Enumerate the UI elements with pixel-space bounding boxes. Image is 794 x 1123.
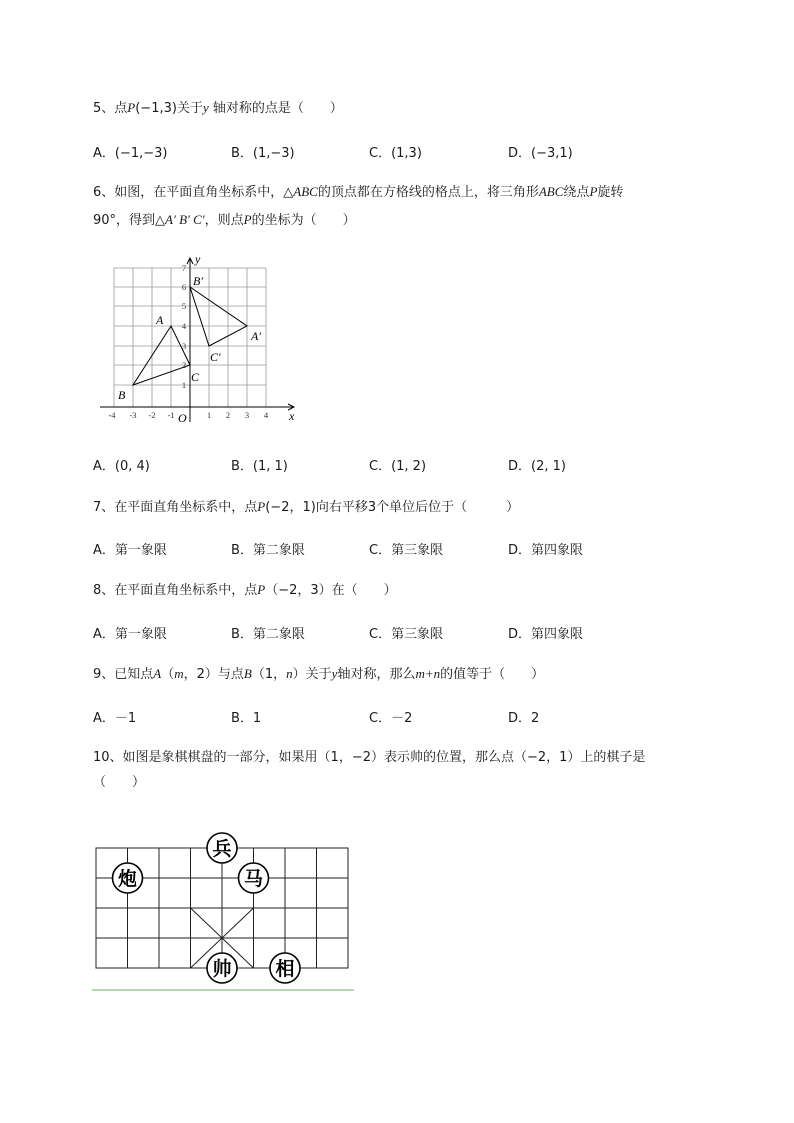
q8-option-b: B．第二象限 <box>231 627 305 642</box>
q6-text-b: 的顶点都在方格线的格点上，将三角形 <box>317 185 539 200</box>
piece-shuai <box>207 953 237 983</box>
question-5 <box>93 98 723 119</box>
piece-ma <box>239 863 269 893</box>
q5-point-p: P <box>127 100 136 115</box>
q6-abc-2: ABC <box>538 184 564 199</box>
q9-text-c: ，2）与点 <box>183 667 244 682</box>
q7-options <box>93 539 723 559</box>
q6-option-c: C．(1, 2) <box>369 459 427 474</box>
q5-suffix: 轴对称的点是（ ） <box>208 101 343 116</box>
x-tick: 4 <box>263 410 269 420</box>
q9-option-a: A．－1 <box>93 711 137 726</box>
q6-text-a: 6、如图，在平面直角坐标系中，△ <box>93 185 294 200</box>
y-tick: 6 <box>181 282 187 292</box>
x-tick: 1 <box>206 410 212 420</box>
q7-p: P <box>257 499 266 514</box>
label-a: A <box>156 313 164 327</box>
x-tick: -1 <box>167 410 175 420</box>
q9-y: y <box>331 666 338 681</box>
piece-pao-label: 炮 <box>117 869 138 890</box>
question-6-line-1 <box>93 182 723 203</box>
q9-n: n <box>286 666 293 681</box>
q9-text-f: 轴对称，那么 <box>337 667 416 682</box>
q6-text-e: 90°，得到△ <box>93 213 166 228</box>
piece-bing <box>207 833 237 863</box>
q6-primes: A′ B′ C′ <box>165 212 205 227</box>
q5-coords: (−1,3) <box>135 101 177 116</box>
q9-text-a: 9、已知点 <box>93 667 154 682</box>
question-8 <box>93 580 723 601</box>
question-9 <box>93 664 723 685</box>
q9-option-c: C．－2 <box>369 711 413 726</box>
q6-text-d: 旋转 <box>597 185 624 200</box>
q5-option-c: C．(1,3) <box>369 146 422 161</box>
q7-option-c: C．第三象限 <box>369 543 444 558</box>
q9-text-d: （1， <box>251 667 287 682</box>
q6-p: P <box>589 184 598 199</box>
q6-options <box>93 455 723 475</box>
label-c: C <box>191 370 200 384</box>
label-b-prime: B′ <box>193 274 203 288</box>
x-axis-label: x <box>289 409 295 423</box>
q9-m: m <box>174 666 184 681</box>
y-tick: 2 <box>181 360 187 370</box>
q5-mid: 关于 <box>176 101 203 116</box>
q6-coordinate-figure <box>96 252 306 427</box>
q8-option-d: D．第四象限 <box>508 627 584 642</box>
piece-pao <box>113 863 143 893</box>
triangle-abc-prime <box>190 287 247 346</box>
x-tick: -4 <box>108 410 116 420</box>
question-10-line-2: （ ） <box>93 775 146 790</box>
q8-text-b: （−2，3）在（ ） <box>265 583 397 598</box>
q6-p-2: P <box>243 212 252 227</box>
label-a-prime: A′ <box>251 329 261 343</box>
q5-option-b: B．(1,−3) <box>231 146 295 161</box>
x-tick: 2 <box>225 410 231 420</box>
q9-text-b: （ <box>161 667 175 682</box>
label-c-prime: C′ <box>210 350 221 364</box>
q8-option-a: A．第一象限 <box>93 627 167 642</box>
x-tick: 3 <box>244 410 250 420</box>
y-tick: 3 <box>181 341 187 351</box>
triangle-abc <box>133 326 190 385</box>
y-tick: 4 <box>181 321 187 331</box>
y-tick: 5 <box>181 301 187 311</box>
question-6-line-2 <box>93 210 723 231</box>
chessboard-figure <box>90 828 356 998</box>
q7-option-a: A．第一象限 <box>93 543 167 558</box>
q9-option-d: D．2 <box>508 711 540 726</box>
q9-b: B <box>243 666 252 681</box>
origin-label: O <box>178 411 187 425</box>
label-b: B <box>118 388 126 402</box>
q9-option-b: B．1 <box>231 711 262 726</box>
piece-ma-label: 马 <box>243 869 264 890</box>
y-tick: 1 <box>181 380 187 390</box>
q5-option-d: D．(−3,1) <box>508 146 573 161</box>
q5-prefix: 5、点 <box>93 101 128 116</box>
q5-y: y <box>202 100 209 115</box>
piece-xiang-label: 相 <box>275 959 295 980</box>
q9-options <box>93 707 723 727</box>
q8-option-c: C．第三象限 <box>369 627 444 642</box>
q7-text-a: 7、在平面直角坐标系中，点 <box>93 500 258 515</box>
q6-option-d: D．(2, 1) <box>508 459 566 474</box>
piece-shuai-label: 帅 <box>212 959 232 980</box>
x-tick: -3 <box>129 410 137 420</box>
q6-option-a: A．(0, 4) <box>93 459 150 474</box>
piece-bing-label: 兵 <box>212 839 232 860</box>
q6-text-f: ，则点 <box>204 213 244 228</box>
piece-xiang <box>270 953 300 983</box>
q8-options <box>93 623 723 643</box>
question-7 <box>93 497 723 518</box>
q7-option-d: D．第四象限 <box>508 543 584 558</box>
q8-text-a: 8、在平面直角坐标系中，点 <box>93 583 258 598</box>
q9-m-plus-n: m+n <box>415 666 441 681</box>
q9-a: A <box>153 666 162 681</box>
y-axis-label: y <box>195 252 201 266</box>
q5-option-a: A．(−1,−3) <box>93 146 168 161</box>
y-tick: 7 <box>181 263 187 273</box>
question-10-line-1: 10、如图是象棋棋盘的一部分，如果用（1，−2）表示帅的位置，那么点（−2，1）上的棋子是 <box>93 750 646 765</box>
q9-text-g: 的值等于（ ） <box>440 667 545 682</box>
q7-text-b: (−2，1)向右平移3个单位后位于（ ） <box>265 500 520 515</box>
x-tick: -2 <box>148 410 156 420</box>
q6-text-c: 绕点 <box>563 185 590 200</box>
q6-option-b: B．(1, 1) <box>231 459 288 474</box>
q7-option-b: B．第二象限 <box>231 543 305 558</box>
q9-text-e: ）关于 <box>292 667 332 682</box>
q5-options <box>93 142 723 162</box>
q8-p: P <box>257 582 266 597</box>
q6-abc: ABC <box>293 184 318 199</box>
q6-text-g: 的坐标为（ ） <box>251 213 356 228</box>
